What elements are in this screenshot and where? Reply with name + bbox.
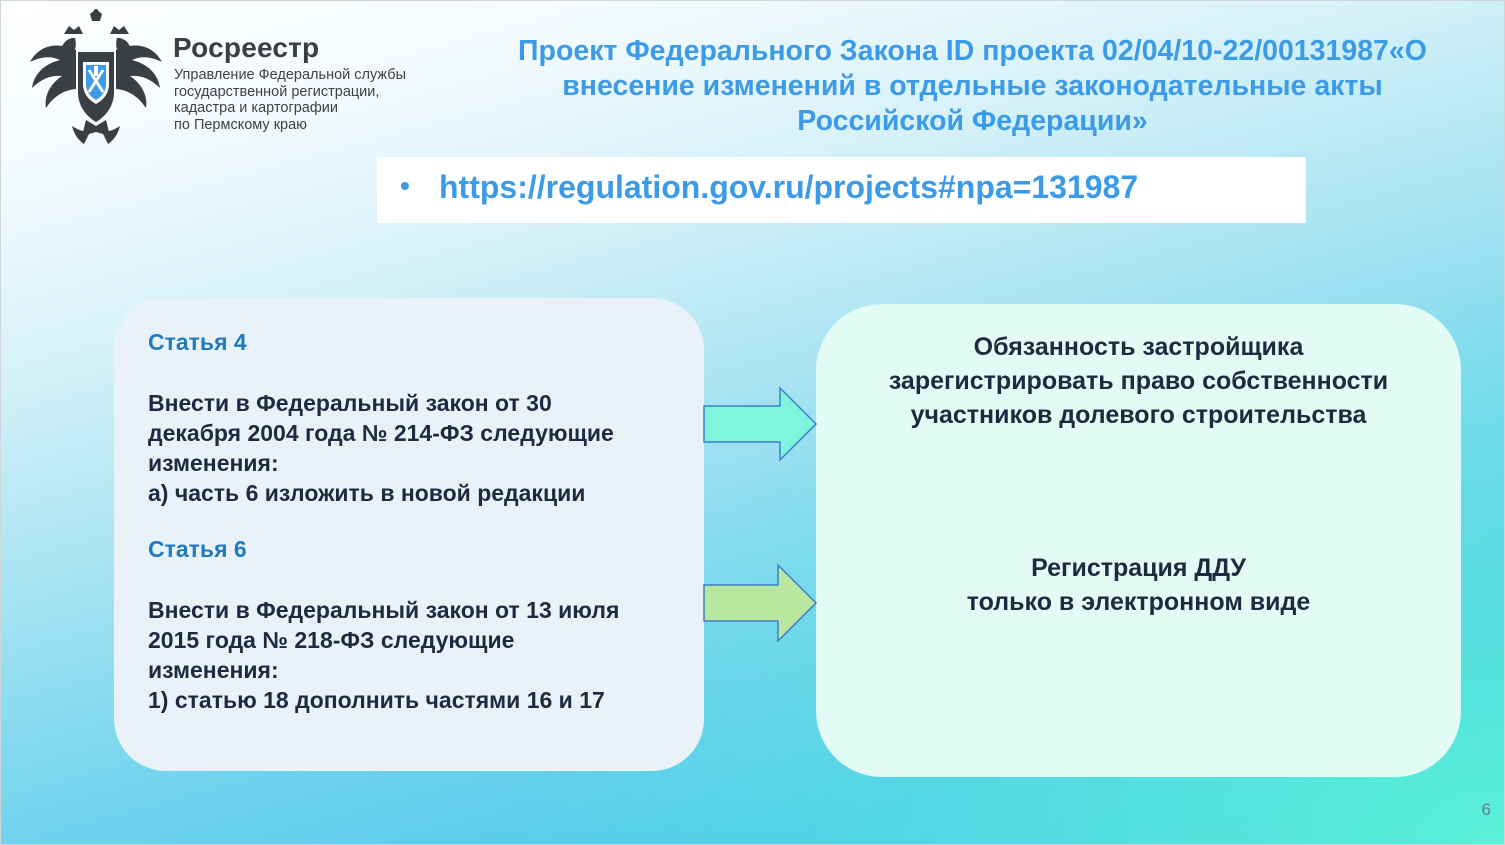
brand-name: Росреестр (173, 32, 320, 63)
slide-title (470, 34, 1475, 139)
obligation-line: участников долевого строительства (910, 401, 1367, 429)
ddu-line: только в электронном виде (966, 588, 1311, 616)
article-4-line: декабря 2004 года № 214-ФЗ следующие (148, 420, 614, 446)
article-4-line: изменения: (148, 450, 279, 476)
arrow-right-icon (702, 563, 820, 643)
brand-subtitle-line: кадастра и картографии (174, 100, 338, 116)
article-6-line: 1) статью 18 дополнить частями 16 и 17 (148, 687, 605, 713)
obligation-line: Обязанность застройщика (973, 333, 1304, 361)
article-6-line: 2015 года № 218-ФЗ следующие (148, 627, 515, 653)
slide-title-line: Российской Федерации» (797, 105, 1148, 137)
brand-subtitle-line: по Пермскому краю (174, 116, 308, 133)
article-4-line: а) часть 6 изложить в новой редакции (148, 480, 586, 506)
brand-subtitle (174, 67, 406, 133)
articles-card (114, 298, 704, 771)
article-6-heading: Статья 6 (148, 536, 247, 562)
rosreestr-emblem-icon (28, 8, 164, 148)
page-number: 6 (1481, 800, 1491, 819)
slide-title-line: Проект Федерального Закона ID проекта 02/04/10-22/00131987«О (518, 35, 1427, 67)
obligation-line: зарегистрировать право собственности (888, 367, 1389, 395)
arrow-right-icon (702, 386, 820, 462)
developer-obligation-text (816, 330, 1461, 432)
article-4-heading: Статья 4 (148, 329, 247, 355)
article-6-line: Внести в Федеральный закон от 13 июля (148, 597, 620, 623)
slide-title-line: внесение изменений в отдельные законодательные акты (562, 70, 1383, 102)
article-6-line: изменения: (148, 657, 279, 683)
brand-subtitle-line: государственной регистрации, (174, 83, 380, 100)
bullet-icon: • (400, 170, 410, 201)
ddu-registration-text (816, 551, 1461, 619)
article-4-text (148, 388, 693, 508)
article-6-text (148, 595, 693, 715)
article-4-line: Внести в Федеральный закон от 30 (148, 390, 552, 416)
brand-subtitle-line: Управление Федеральной службы (174, 67, 406, 83)
link-box (377, 157, 1306, 223)
consequences-card (816, 304, 1461, 777)
regulation-link[interactable]: https://regulation.gov.ru/projects#npa=131987 (439, 169, 1139, 205)
ddu-line: Регистрация ДДУ (1031, 554, 1246, 582)
